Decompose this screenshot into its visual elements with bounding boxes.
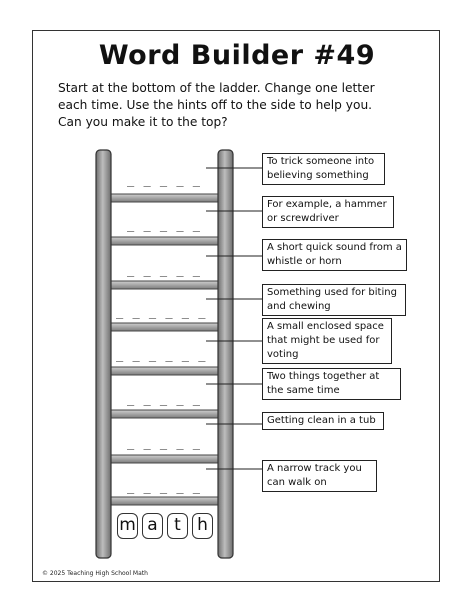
hint-box-5: A small enclosed space that might be used for voting <box>262 318 392 364</box>
ladder-rung <box>110 281 220 289</box>
instruction-line-1: Start at the bottom of the ladder. Change one letter <box>58 81 375 95</box>
hint-box-4: Something used for biting and chewing <box>262 284 406 316</box>
page-title: Word Builder #49 <box>98 40 376 71</box>
instruction-line-3: Can you make it to the top? <box>58 115 228 129</box>
hint-box-6: Two things together at the same time <box>262 368 401 400</box>
answer-blank-6[interactable]: _ _ _ _ _ <box>127 392 202 406</box>
answer-blank-3[interactable]: _ _ _ _ _ <box>127 263 202 277</box>
answer-blank-8[interactable]: _ _ _ _ _ <box>127 480 202 494</box>
letter-tile-3: t <box>167 513 188 539</box>
ladder-rung <box>110 455 220 463</box>
ladder-rung <box>110 497 220 505</box>
hint-box-2: For example, a hammer or screwdriver <box>262 196 394 228</box>
hint-box-3: A short quick sound from a whistle or horn <box>262 239 407 271</box>
answer-blank-7[interactable]: _ _ _ _ _ <box>127 436 202 450</box>
hint-box-1: To trick someone into believing something <box>262 153 385 185</box>
hint-connectors <box>206 168 262 469</box>
answer-blank-2[interactable]: _ _ _ _ _ <box>127 218 202 232</box>
ladder-left-rail <box>96 150 111 558</box>
letter-tile-4: h <box>192 513 213 539</box>
ladder-rung <box>110 237 220 245</box>
letter-tile-2: a <box>142 513 163 539</box>
answer-blank-4[interactable]: _ _ _ _ _ _ <box>116 305 207 319</box>
answer-blank-5[interactable]: _ _ _ _ _ _ <box>116 348 207 362</box>
ladder-rung <box>110 367 220 375</box>
ladder-rung <box>110 410 220 418</box>
letter-tile-1: m <box>117 513 138 539</box>
hint-box-8: A narrow track you can walk on <box>262 460 377 492</box>
answer-blank-1[interactable]: _ _ _ _ _ <box>127 173 202 187</box>
ladder-rung <box>110 194 220 202</box>
hint-box-7: Getting clean in a tub <box>262 412 384 430</box>
instruction-line-2: each time. Use the hints off to the side to help you. <box>58 98 373 112</box>
ladder-rung <box>110 323 220 331</box>
copyright-footer: © 2025 Teaching High School Math <box>42 570 148 577</box>
